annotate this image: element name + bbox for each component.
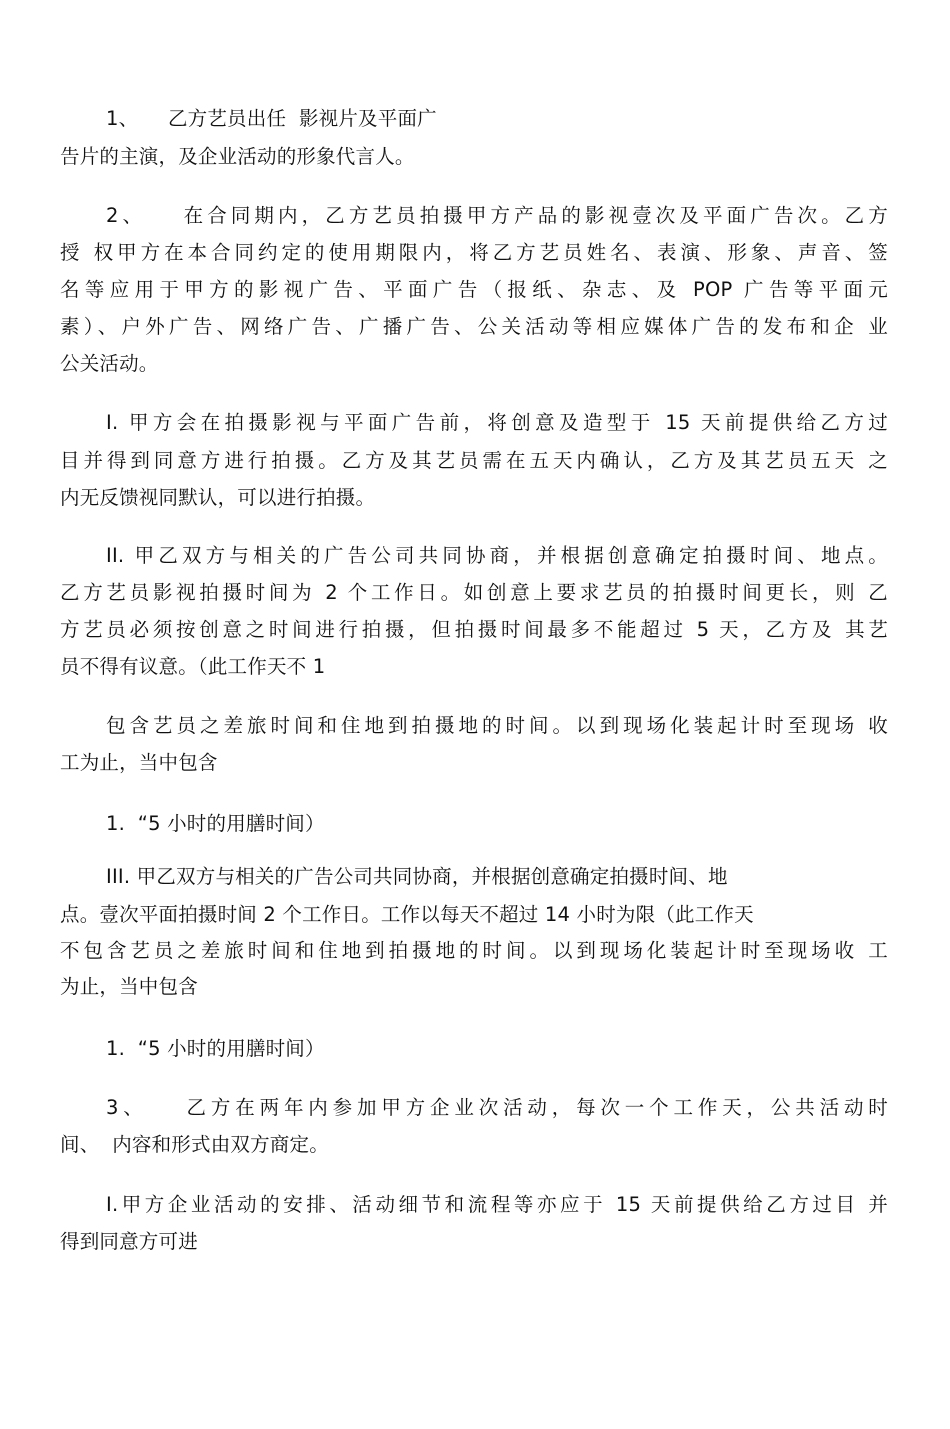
- paragraph-line: 公关活动。: [60, 352, 159, 375]
- paragraph-line: 为止，当中包含: [60, 975, 198, 998]
- paragraph-line: 3、 乙方在两年内参加甲方企业次活动，每次一个工作天，公共活动时: [106, 1096, 888, 1119]
- paragraph-line: 得到同意方可进: [60, 1230, 198, 1253]
- paragraph-line: 1. “5 小时的用膳时间）: [106, 812, 325, 835]
- paragraph-line: I.甲方企业活动的安排、活动细节和流程等亦应于 15 天前提供给乙方过目 并: [106, 1193, 888, 1216]
- paragraph-line: 1. “5 小时的用膳时间）: [106, 1037, 325, 1060]
- paragraph-line: 方艺员必须按创意之时间进行拍摄，但拍摄时间最多不能超过 5 天，乙方及 其艺: [60, 618, 888, 641]
- paragraph-line: 名等应用于甲方的影视广告、平面广告（报纸、杂志、及 POP 广告等平面元: [60, 278, 888, 301]
- paragraph-line: 告片的主演，及企业活动的形象代言人。: [60, 145, 415, 168]
- paragraph-line: 乙方艺员影视拍摄时间为 2 个工作日。如创意上要求艺员的拍摄时间更长，则 乙: [60, 581, 888, 604]
- paragraph-line: 员不得有议意。（此工作天不 1: [60, 655, 326, 678]
- paragraph-line: III. 甲乙双方与相关的广告公司共同协商，并根据创意确定拍摄时间、地: [106, 865, 728, 888]
- paragraph-line: 内无反馈视同默认，可以进行拍摄。: [60, 486, 376, 509]
- paragraph-line: 素）、户外广告、网络广告、广播广告、公关活动等相应媒体广告的发布和企 业: [60, 315, 888, 338]
- paragraph-line: 不包含艺员之差旅时间和住地到拍摄地的时间。以到现场化装起计时至现场收 工: [60, 939, 888, 962]
- paragraph-line: 1、 乙方艺员出任 影视片及平面广: [106, 107, 437, 130]
- paragraph-line: 点。壹次平面拍摄时间 2 个工作日。工作以每天不超过 14 小时为限（此工作天: [60, 903, 754, 926]
- paragraph-line: II. 甲乙双方与相关的广告公司共同协商，并根据创意确定拍摄时间、地点。: [106, 544, 888, 567]
- paragraph-line: 目并得到同意方进行拍摄。乙方及其艺员需在五天内确认，乙方及其艺员五天 之: [60, 449, 888, 472]
- paragraph-line: 授 权甲方在本合同约定的使用期限内，将乙方艺员姓名、表演、形象、声音、签: [60, 241, 888, 264]
- paragraph-line: 2、 在合同期内，乙方艺员拍摄甲方产品的影视壹次及平面广告次。乙方: [106, 204, 888, 227]
- paragraph-line: 包含艺员之差旅时间和住地到拍摄地的时间。以到现场化装起计时至现场 收: [106, 714, 888, 737]
- paragraph-line: 工为止，当中包含: [60, 751, 218, 774]
- paragraph-line: 间、 内容和形式由双方商定。: [60, 1133, 329, 1156]
- paragraph-line: I. 甲方会在拍摄影视与平面广告前，将创意及造型于 15 天前提供给乙方过: [106, 411, 888, 434]
